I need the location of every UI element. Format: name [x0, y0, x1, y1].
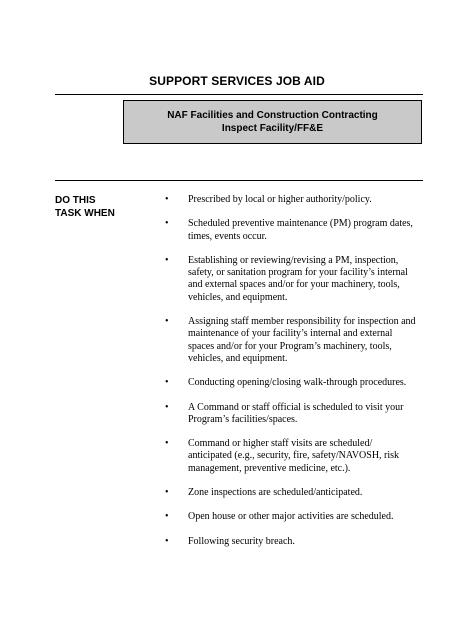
bullet-icon: •	[165, 511, 169, 523]
list-item	[165, 536, 430, 548]
list-gap	[165, 475, 430, 487]
list-gap	[165, 524, 430, 536]
section-label-line-1: DO THIS	[55, 195, 96, 206]
list-item-line: Open house or other major activities are scheduled.	[188, 511, 394, 523]
list-item-line: Command or higher staff visits are scheduled/	[188, 438, 373, 450]
list-item	[165, 402, 430, 427]
list-gap	[165, 426, 430, 438]
list-item	[165, 255, 430, 304]
section-label-line-2: TASK WHEN	[55, 208, 115, 219]
list-gap	[165, 390, 430, 402]
list-item	[165, 316, 430, 365]
list-item	[165, 511, 430, 523]
list-item	[165, 487, 430, 499]
bullet-icon: •	[165, 254, 169, 266]
list-item-line: times, events occur.	[188, 230, 267, 242]
title-rule	[55, 94, 423, 95]
list-item-line: vehicles, and equipment.	[188, 352, 288, 364]
list-item-line: maintenance of your facility’s internal and external	[188, 328, 393, 340]
bullet-icon: •	[165, 438, 169, 450]
bullet-icon: •	[165, 377, 169, 389]
list-gap	[165, 243, 430, 255]
list-item-line: Scheduled preventive maintenance (PM) program dates,	[188, 218, 413, 230]
bullet-icon: •	[165, 218, 169, 230]
list-item-line: Following security breach.	[188, 535, 295, 547]
list-gap	[165, 365, 430, 377]
task-conditions-list	[165, 194, 430, 548]
list-item-line: vehicles, and equipment.	[188, 291, 288, 303]
bullet-icon: •	[165, 401, 169, 413]
bullet-icon: •	[165, 194, 169, 205]
list-item-line: and external spaces and/or for your machinery, tools,	[188, 279, 400, 291]
list-item-line: Prescribed by local or higher authority/policy.	[188, 194, 372, 205]
section-divider	[55, 180, 423, 181]
banner-line-1: NAF Facilities and Construction Contracting	[167, 110, 378, 121]
list-gap	[165, 499, 430, 511]
bullet-icon: •	[165, 535, 169, 547]
list-item-line: management, preventive medicine, etc.).	[188, 462, 351, 474]
list-item	[165, 218, 430, 243]
list-gap	[165, 206, 430, 218]
list-item-line: Assigning staff member responsibility for inspection and	[188, 316, 416, 328]
list-gap	[165, 304, 430, 316]
task-banner	[123, 100, 422, 144]
list-item-line: Establishing or reviewing/revising a PM, inspection,	[188, 254, 399, 266]
banner-line-2: Inspect Facility/FF&E	[221, 123, 324, 134]
list-item-line: safety, or sanitation program for your facility’s internal	[188, 267, 408, 279]
list-item-line: A Command or staff official is scheduled to visit your	[188, 401, 404, 413]
list-item	[165, 194, 430, 206]
section-label	[55, 194, 115, 220]
list-item-line: spaces and/or for your Program’s machinery, tools,	[188, 340, 392, 352]
list-item-line: Zone inspections are scheduled/anticipated.	[188, 487, 363, 499]
list-item-line: anticipated (e.g., security, fire, safety/NAVOSH, risk	[188, 450, 400, 462]
list-item-line: Conducting opening/closing walk-through procedures.	[188, 377, 407, 389]
bullet-icon: •	[165, 487, 169, 499]
bullet-icon: •	[165, 316, 169, 328]
list-item	[165, 438, 430, 475]
list-item	[165, 377, 430, 389]
page-title: SUPPORT SERVICES JOB AID	[149, 74, 325, 88]
list-item-line: Program’s facilities/spaces.	[188, 413, 298, 425]
